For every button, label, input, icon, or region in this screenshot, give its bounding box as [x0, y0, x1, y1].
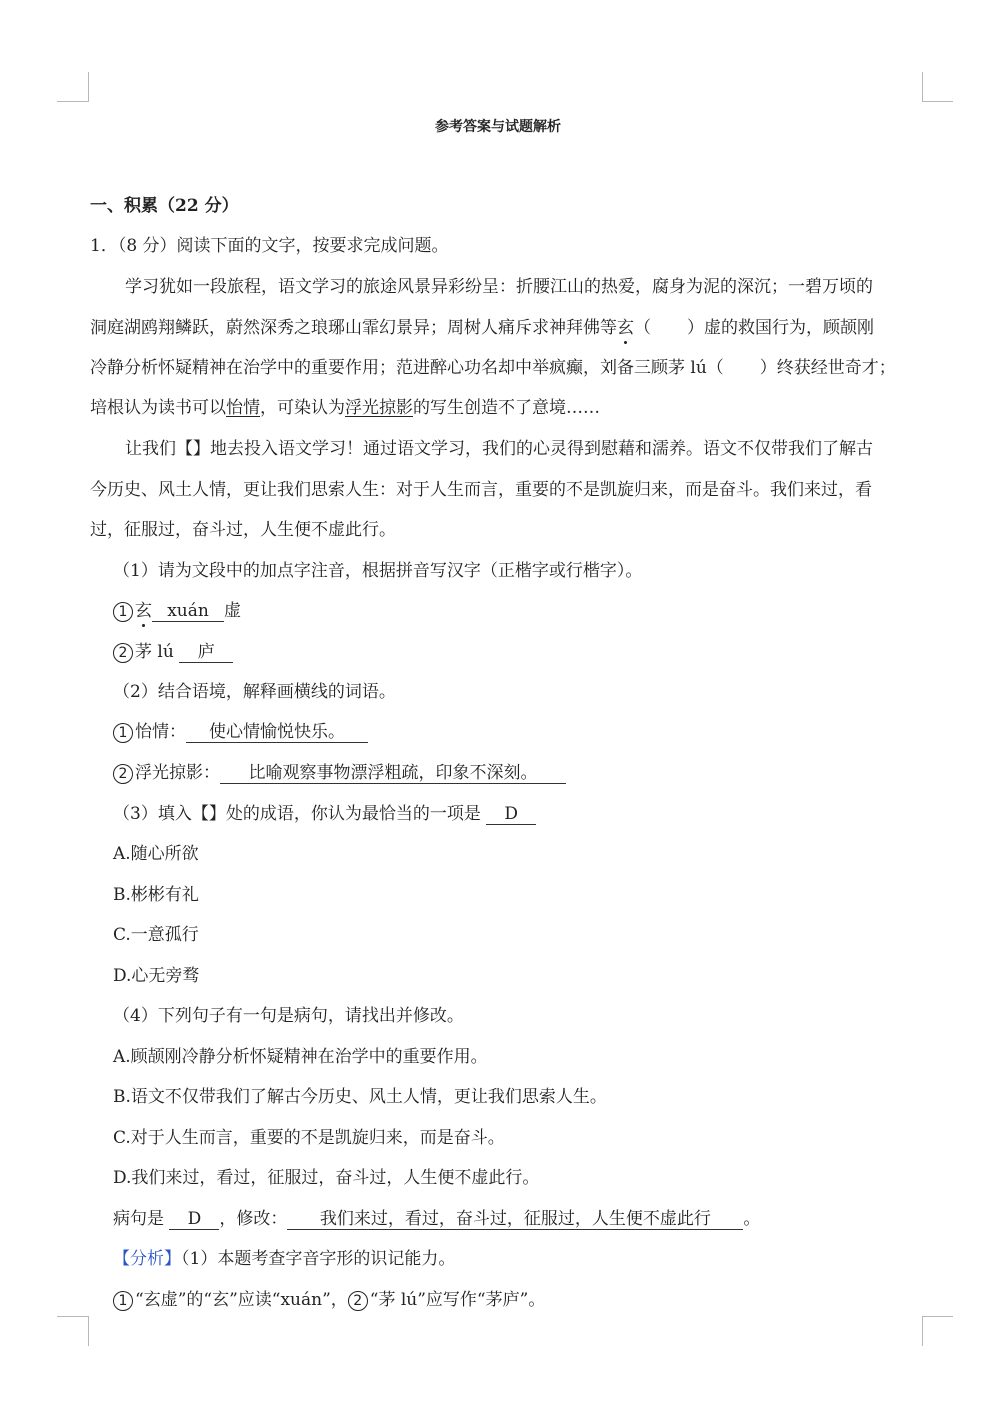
circled-number: 1 [113, 602, 133, 622]
answer-blank: D [169, 1210, 219, 1230]
answer-text: 。 [743, 1209, 761, 1229]
crop-mark-tr-v [922, 72, 923, 102]
sub-question-2: （2）结合语境，解释画横线的词语。 [113, 682, 396, 702]
answer-blank: 庐 [179, 643, 233, 663]
answer-4 [113, 1209, 922, 1230]
crop-mark-bl-h [57, 1316, 88, 1317]
crop-mark-br-v [922, 1316, 923, 1346]
crop-mark-tl-h [57, 101, 88, 102]
answer-text: 虚 [224, 601, 241, 621]
option-3-c: C.一意孤行 [113, 925, 199, 945]
analysis-text: “玄虚”的“玄”应读“xuán”， [135, 1290, 348, 1310]
answer-blank: 比喻观察事物漂浮粗疏，印象不深刻。 [220, 764, 566, 784]
analysis [113, 1249, 922, 1269]
answer-text: 怡情： [135, 722, 186, 742]
passage-p1-line1: 学习犹如一段旅程，语文学习的旅途风景异彩纷呈：折腰江山的热爱，腐身为泥的深沉；一碧万顷的 [125, 277, 873, 297]
option-3-a: A.随心所欲 [113, 844, 199, 864]
analysis-detail [113, 1290, 922, 1311]
passage-text: （ [634, 318, 651, 338]
passage-text: 洞庭湖鸥翔鳞跃，蔚然深秀之琅琊山霏幻景异；周树人痛斥求神拜佛等 [90, 318, 617, 338]
circled-number: 1 [113, 723, 133, 743]
answer-2-2 [113, 763, 922, 784]
sub-question-1: （1）请为文段中的加点字注音，根据拼音写汉字（正楷字或行楷字）。 [113, 561, 643, 581]
crop-mark-tr-h [922, 101, 953, 102]
section-heading: 一、积累（22 分） [90, 196, 239, 216]
analysis-tag: 【分析】 [113, 1249, 181, 1269]
passage-p2-line3: 过，征服过，奋斗过，人生便不虚此行。 [90, 520, 396, 540]
crop-mark-br-h [922, 1316, 953, 1317]
option-4-b: B.语文不仅带我们了解古今历史、风土人情，更让我们思索人生。 [113, 1087, 607, 1107]
question-1-stem: 1．（8 分）阅读下面的文字，按要求完成问题。 [90, 236, 449, 256]
passage-p2-line2: 今历史、风土人情，更让我们思索人生：对于人生而言，重要的不是凯旋归来，而是奋斗。我们来过，看 [90, 480, 872, 500]
passage-text: ）终获经世奇才； [759, 358, 896, 378]
circled-number: 2 [113, 764, 133, 784]
passage-text: 冷静分析怀疑精神在治学中的重要作用；范进醉心功名却中举疯癫，刘备三顾茅 lú（ [90, 358, 724, 378]
answer-1-1 [113, 601, 922, 622]
option-3-b: B.彬彬有礼 [113, 885, 199, 905]
underlined-word: 怡情 [226, 398, 260, 418]
answer-blank: xuán [152, 602, 224, 622]
circled-number: 2 [348, 1291, 368, 1311]
page-title: 参考答案与试题解析 [435, 119, 561, 135]
option-3-d: D.心无旁骛 [113, 966, 200, 986]
passage-text: 的写生创造不了意境…… [413, 398, 600, 418]
passage-text: 培根认为读书可以 [90, 398, 226, 418]
answer-text: ，修改： [219, 1209, 288, 1229]
option-4-c: C.对于人生而言，重要的不是凯旋归来，而是奋斗。 [113, 1128, 505, 1148]
answer-text: 浮光掠影： [135, 763, 220, 783]
passage-text: ）虚的救国行为，顾颉刚 [687, 318, 874, 338]
answer-text: 茅 lú [135, 642, 174, 662]
circled-number: 2 [113, 643, 133, 663]
passage-p1-line3 [90, 358, 922, 378]
answer-blank: D [486, 805, 536, 825]
passage-text: ，可染认为 [260, 398, 345, 418]
answer-blank: 使心情愉悦快乐。 [186, 723, 368, 743]
underlined-word: 浮光掠影 [345, 398, 413, 418]
dotted-char: 玄 [617, 318, 634, 338]
answer-text: 病句是 [113, 1209, 164, 1229]
answer-2-1 [113, 722, 922, 743]
passage-p2-line1: 让我们【】地去投入语文学习！通过语文学习，我们的心灵得到慰藉和濡养。语文不仅带我们了解古 [125, 439, 873, 459]
passage-p1-line2 [90, 318, 922, 338]
circled-number: 1 [113, 1291, 133, 1311]
crop-mark-tl-v [88, 72, 89, 102]
dotted-char: 玄 [135, 601, 152, 621]
sub-question-4: （4）下列句子有一句是病句，请找出并修改。 [113, 1006, 464, 1026]
answer-1-2 [113, 642, 922, 663]
passage-p1-line4 [90, 398, 922, 418]
question-text: （3）填入【】处的成语，你认为最恰当的一项是 [113, 804, 481, 824]
analysis-text: “茅 lú”应写作“茅庐”。 [369, 1290, 546, 1310]
analysis-text: （1）本题考查字音字形的识记能力。 [181, 1249, 456, 1269]
option-4-d: D.我们来过，看过，征服过，奋斗过，人生便不虚此行。 [113, 1168, 540, 1188]
option-4-a: A.顾颉刚冷静分析怀疑精神在治学中的重要作用。 [113, 1047, 488, 1067]
answer-blank: 我们来过，看过，奋斗过，征服过，人生便不虚此行 [287, 1210, 743, 1230]
sub-question-3 [113, 804, 922, 825]
crop-mark-bl-v [88, 1316, 89, 1346]
